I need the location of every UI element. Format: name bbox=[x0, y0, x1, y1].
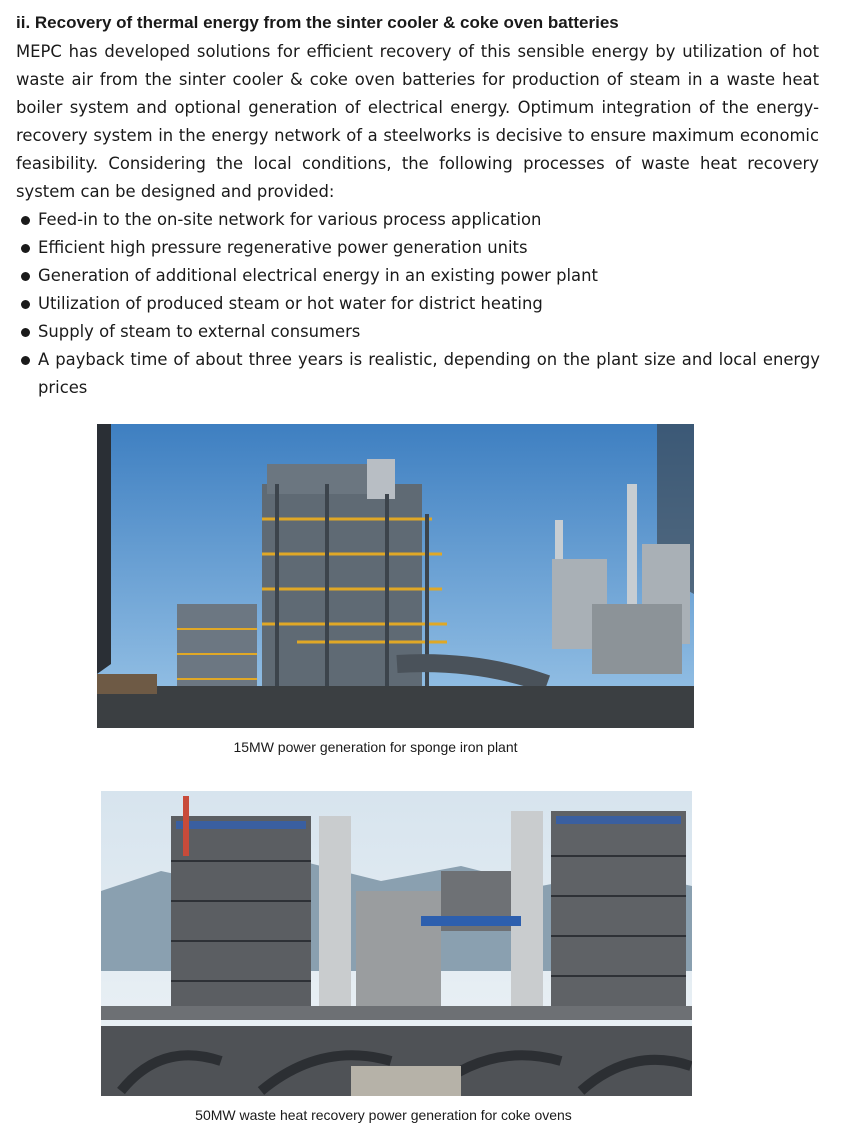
bullet-dot-icon bbox=[21, 216, 30, 225]
bullet-item: Generation of additional electrical energy in an existing power plant bbox=[20, 262, 820, 290]
photo-coke-oven-plant bbox=[101, 791, 692, 1096]
section-heading: ii. Recovery of thermal energy from the sinter cooler & coke oven batteries bbox=[16, 13, 619, 32]
bullet-item: Utilization of produced steam or hot water for district heating bbox=[20, 290, 820, 318]
section-paragraph: MEPC has developed solutions for efficient recovery of this sensible energy by utilization of hot waste air from the sinter cooler & coke oven batteries for production of steam in a waste heat boiler system and optional generation of electrical energy. Optimum integration of the energy-recovery system in the energy network of a steelworks is decisive to ensure maximum economic feasibility. Considering the local conditions, the following processes of waste heat recovery system can be designed and provided: bbox=[16, 42, 819, 201]
bullet-dot-icon bbox=[21, 356, 30, 365]
bullet-dot-icon bbox=[21, 328, 30, 337]
bullet-dot-icon bbox=[21, 300, 30, 309]
bullet-item: Efficient high pressure regenerative power generation units bbox=[20, 234, 820, 262]
bullet-dot-icon bbox=[21, 272, 30, 281]
figure-caption: 15MW power generation for sponge iron plant bbox=[233, 739, 518, 755]
bullet-list bbox=[20, 206, 820, 402]
bullet-dot-icon bbox=[21, 244, 30, 253]
figure-caption: 50MW waste heat recovery power generation for coke ovens bbox=[195, 1107, 572, 1123]
plant-photo-illustration bbox=[97, 424, 694, 728]
bullet-item: Supply of steam to external consumers bbox=[20, 318, 820, 346]
bullet-item: A payback time of about three years is realistic, depending on the plant size and local energy prices bbox=[20, 346, 820, 402]
bullet-item: Feed-in to the on-site network for various process application bbox=[20, 206, 820, 234]
photo-sponge-iron-plant bbox=[97, 424, 694, 728]
plant-photo-illustration bbox=[101, 791, 692, 1096]
